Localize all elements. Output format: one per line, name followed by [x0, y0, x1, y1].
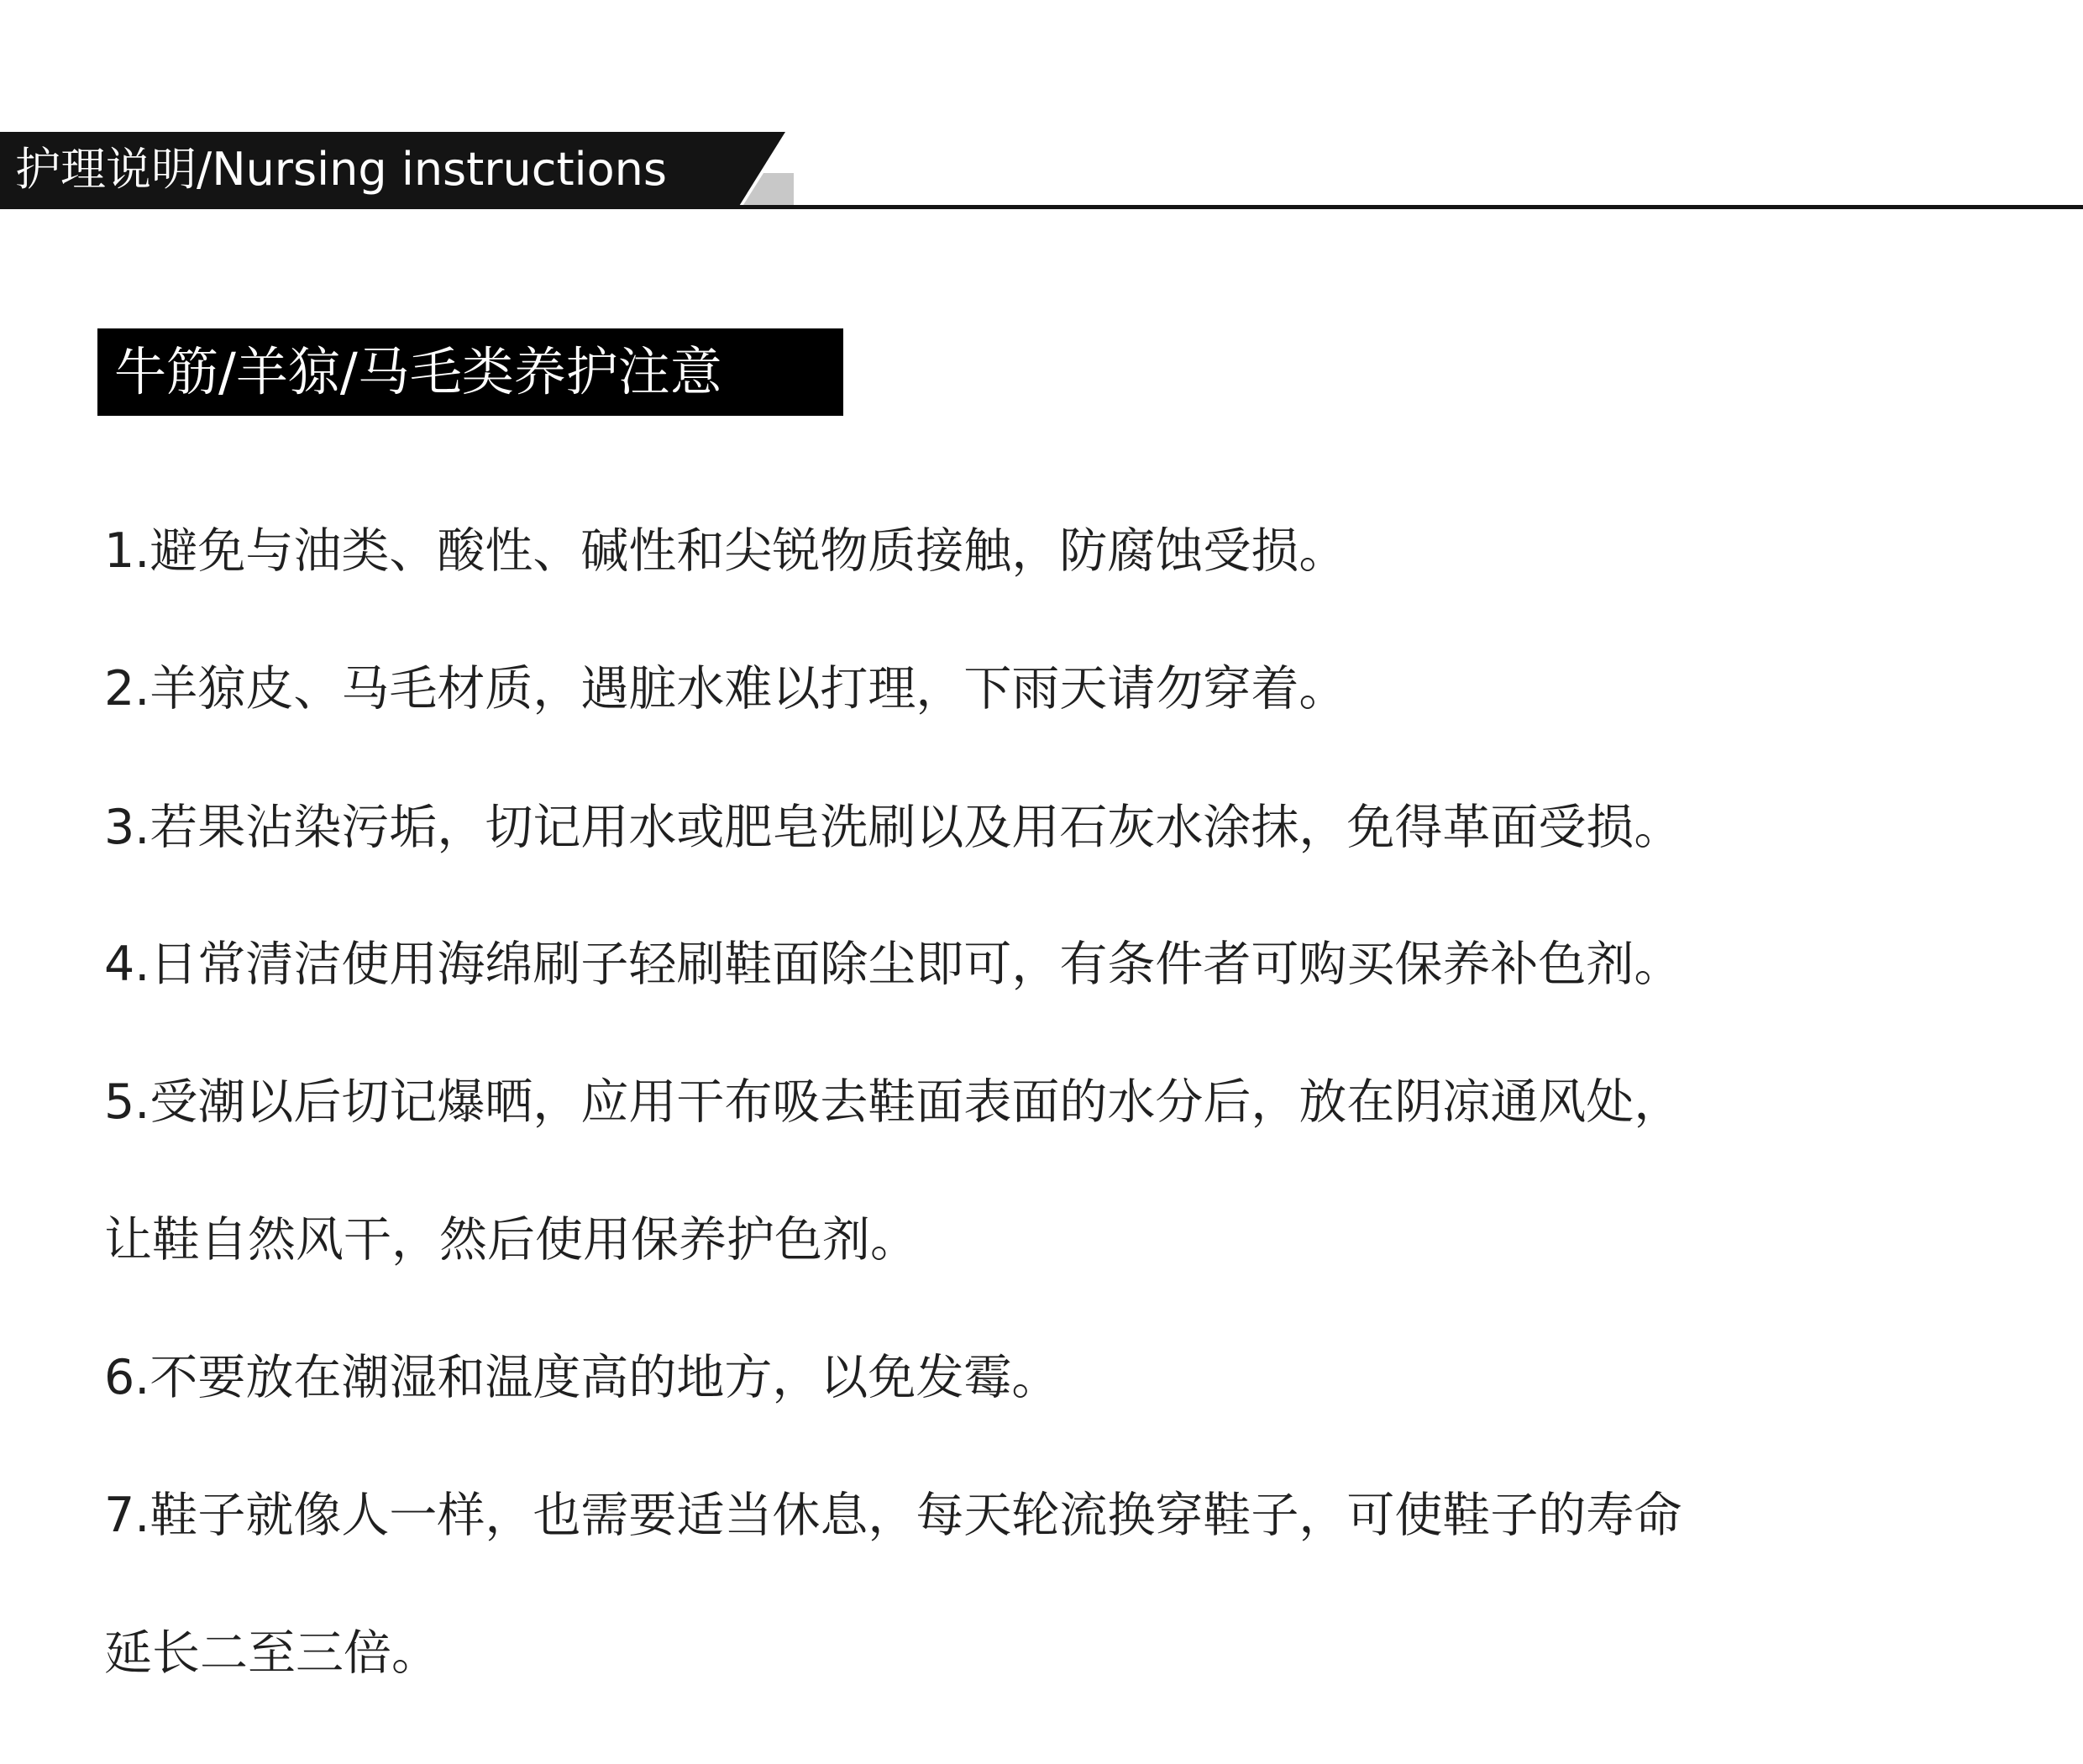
instruction-line-continuation: 延长二至三倍。: [104, 1625, 439, 1681]
instruction-line: 4.日常清洁使用海绵刷子轻刷鞋面除尘即可，有条件者可购买保养补色剂。: [104, 937, 1682, 992]
instruction-line: 2.羊猄皮、马毛材质，遇脏水难以打理，下雨天请勿穿着。: [104, 661, 1347, 717]
instruction-line-continuation: 让鞋自然风干，然后使用保养护色剂。: [104, 1212, 918, 1268]
instruction-line: 3.若果沾染污垢，切记用水或肥皂洗刷以及用石灰水涂抹，免得革面受损。: [104, 800, 1682, 855]
instruction-line: 1.避免与油类、酸性、碱性和尖锐物质接触，防腐蚀受损。: [104, 523, 1347, 579]
header-divider-line: [0, 205, 2083, 209]
instruction-line: 5.受潮以后切记爆晒，应用干布吸去鞋面表面的水分后，放在阴凉通风处，: [104, 1074, 1682, 1130]
section-title: 牛筋/羊猄/马毛类养护注意: [114, 341, 722, 402]
instruction-line: 7.鞋子就像人一样，也需要适当休息，每天轮流换穿鞋子，可使鞋子的寿命: [104, 1488, 1682, 1543]
header-title: 护理说明/Nursing instructions: [15, 143, 668, 196]
instruction-line: 6.不要放在潮湿和温度高的地方，以免发霉。: [104, 1350, 1060, 1405]
